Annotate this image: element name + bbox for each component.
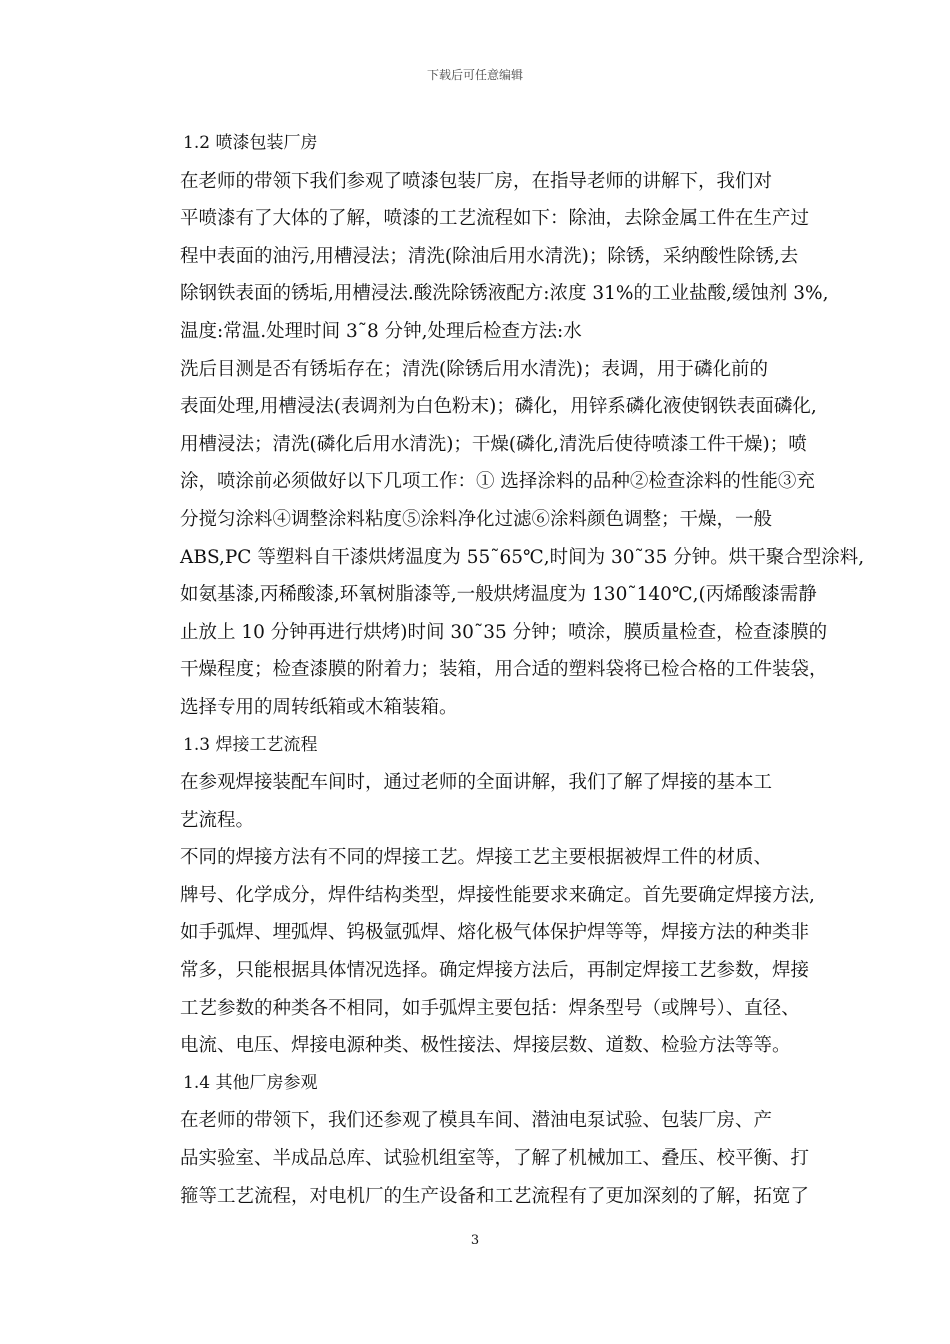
- text-line: 在老师的带领下，我们还参观了模具车间、潜油电泵试验、包装厂房、产: [180, 1110, 773, 1132]
- paragraph: [143, 1102, 815, 1215]
- text-line: 在老师的带领下我们参观了喷漆包装厂房，在指导老师的讲解下，我们对: [180, 170, 773, 192]
- paragraph: [143, 351, 865, 727]
- text-line: ABS,PC 等塑料自干漆烘烤温度为 55˜65℃,时间为 30˜35 分钟。烘干聚合型涂料,: [180, 546, 865, 568]
- section-heading-1-4: 1.4 其他厂房参观: [183, 1072, 318, 1093]
- text-line: 用槽浸法；清洗(磷化后用水清洗)；干燥(磷化,清洗后使待喷漆工件干燥)；喷: [180, 433, 807, 455]
- text-line: 常多，只能根据具体情况选择。确定焊接方法后，再制定焊接工艺参数，焊接: [180, 960, 810, 982]
- text-line: 不同的焊接方法有不同的焊接工艺。焊接工艺主要根据被焊工件的材质、: [180, 847, 773, 869]
- text-line: 除钢铁表面的锈垢,用槽浸法.酸洗除锈液配方:浓度 31%的工业盐酸,缓蚀剂 3%,: [180, 283, 829, 305]
- text-line: 平喷漆有了大体的了解，喷漆的工艺流程如下：除油，去除金属工件在生产过: [180, 208, 810, 230]
- text-line: 程中表面的油污,用槽浸法；清洗(除油后用水清洗)；除锈，采纳酸性除锈,去: [180, 245, 799, 267]
- text-line: 工艺参数的种类各不相同，如手弧焊主要包括：焊条型号（或牌号）、直径、: [180, 997, 800, 1019]
- section-heading-1-3: 1.3 焊接工艺流程: [183, 734, 318, 755]
- paragraph: [143, 163, 829, 351]
- text-line: 电流、电压、焊接电源种类、极性接法、焊接层数、道数、检验方法等等。: [180, 1035, 791, 1057]
- text-line: 止放上 10 分钟再进行烘烤)时间 30˜35 分钟；喷涂，膜质量检查，检查漆膜的: [180, 621, 828, 643]
- paragraph: [143, 764, 815, 839]
- text-line: 牌号、化学成分，焊件结构类型，焊接性能要求来确定。首先要确定焊接方法,: [180, 884, 815, 906]
- text-line: 分搅匀涂料④调整涂料粘度⑤涂料净化过滤⑥涂料颜色调整；干燥，一般: [180, 508, 773, 530]
- paragraph: [143, 839, 815, 1065]
- text-line: 温度:常温.处理时间 3˜8 分钟,处理后检查方法:水: [180, 320, 582, 342]
- page-header: 下载后可任意编辑: [426, 68, 523, 82]
- text-line: 选择专用的周转纸箱或木箱装箱。: [180, 696, 458, 718]
- section-heading-1-2: 1.2 喷漆包装厂房: [183, 133, 318, 153]
- page-number: 3: [470, 1233, 480, 1248]
- text-line: 干燥程度；检查漆膜的附着力；装箱，用合适的塑料袋将已检合格的工件装袋，: [180, 659, 828, 681]
- document-body: [143, 125, 865, 1215]
- text-line: 艺流程。: [180, 809, 255, 831]
- text-line: 如氨基漆,丙稀酸漆,环氧树脂漆等,一般烘烤温度为 130˜140℃,(丙烯酸漆需静: [180, 584, 817, 606]
- text-line: 如手弧焊、埋弧焊、钨极氩弧焊、熔化极气体保护焊等等，焊接方法的种类非: [180, 922, 810, 944]
- text-line: 表面处理,用槽浸法(表调剂为白色粉末)；磷化，用锌系磷化液使钢铁表面磷化,: [180, 396, 817, 418]
- text-line: 洗后目测是否有锈垢存在；清洗(除锈后用水清洗)；表调，用于磷化前的: [180, 358, 768, 380]
- text-line: 箍等工艺流程，对电机厂的生产设备和工艺流程有了更加深刻的了解，拓宽了: [180, 1185, 810, 1207]
- text-line: 在参观焊接装配车间时，通过老师的全面讲解，我们了解了焊接的基本工: [180, 772, 773, 794]
- text-line: 品实验室、半成品总库、试验机组室等，了解了机械加工、叠压、校平衡、打: [180, 1148, 810, 1170]
- text-line: 涂，喷涂前必须做好以下几项工作：① 选择涂料的品种②检查涂料的性能③充: [180, 471, 815, 493]
